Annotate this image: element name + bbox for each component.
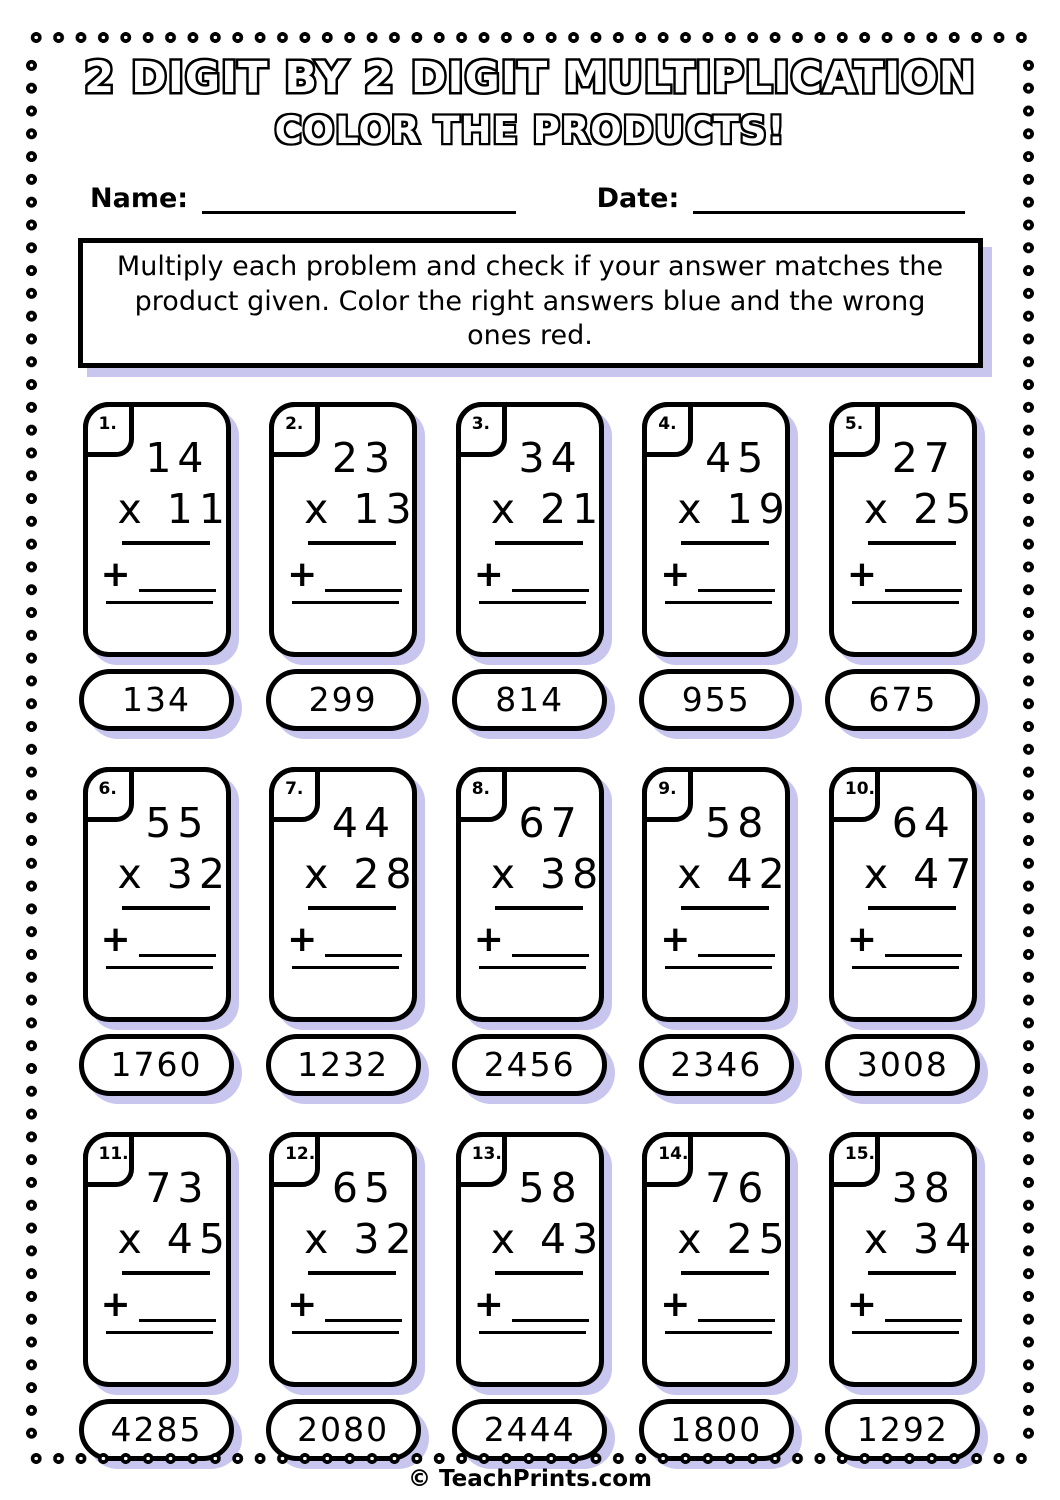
- addition-row: [461, 919, 599, 961]
- problem-card-11: [83, 1132, 231, 1387]
- work-line[interactable]: [698, 931, 775, 957]
- plus-sign: +: [660, 1284, 691, 1326]
- page-border-dots-right: [1022, 54, 1035, 1446]
- problem-card-7: [269, 767, 417, 1022]
- addition-row: [88, 554, 226, 596]
- problem-number: 5.: [844, 413, 864, 434]
- problem-number: 8.: [471, 778, 490, 799]
- multiplicand: 76: [705, 1163, 770, 1212]
- problem-cell: [639, 1132, 794, 1461]
- multiplier: x 13: [304, 485, 418, 534]
- addition-row: [274, 919, 412, 961]
- product-value: 299: [308, 680, 378, 720]
- product-value: 2080: [297, 1410, 390, 1450]
- problems-grid: [79, 402, 981, 1461]
- footer-credit: © TeachPrints.com: [407, 1466, 653, 1492]
- multiplication-rule: [122, 1271, 210, 1275]
- multiplicand: 14: [145, 433, 210, 482]
- work-line[interactable]: [325, 1296, 402, 1322]
- problem-number: 4.: [658, 413, 677, 434]
- answer-line[interactable]: [852, 601, 959, 604]
- problem-number-tab: [456, 1132, 507, 1187]
- addition-row: [834, 554, 972, 596]
- plus-sign: +: [846, 1284, 878, 1326]
- multiplier: x 28: [304, 850, 418, 899]
- problem-cell: [79, 1132, 234, 1461]
- addition-row: [647, 919, 785, 961]
- answer-line[interactable]: [292, 966, 399, 969]
- problem-number-tab: [456, 402, 507, 457]
- problem-card-1: [83, 402, 231, 657]
- work-line[interactable]: [885, 566, 962, 592]
- name-date-row: [90, 182, 965, 214]
- multiplication-rule: [681, 906, 769, 910]
- problem-number: 6.: [98, 778, 117, 799]
- problem-number-tab: [83, 402, 134, 457]
- page-title: 2 DIGIT BY 2 DIGIT MULTIPLICATION: [84, 53, 976, 103]
- problem-number-tab: [83, 767, 134, 822]
- problem-number: 14.: [658, 1143, 689, 1164]
- problem-number-tab: [269, 402, 320, 457]
- product-value: 3008: [856, 1045, 949, 1085]
- plus-sign: +: [660, 919, 691, 961]
- product-pill[interactable]: [266, 1034, 421, 1096]
- plus-sign: +: [100, 1284, 131, 1326]
- multiplier: x 25: [863, 485, 978, 534]
- multiplicand: 65: [331, 1163, 397, 1212]
- problem-number: 10.: [844, 778, 876, 799]
- problem-number-tab: [83, 1132, 134, 1187]
- problem-card-13: [456, 1132, 604, 1387]
- multiplier: x 32: [304, 1215, 418, 1264]
- multiplier: x 43: [490, 1215, 605, 1264]
- plus-sign: +: [473, 1284, 504, 1326]
- problem-cell: [266, 767, 421, 1096]
- problem-card-5: [829, 402, 977, 657]
- page-border-dots-left: [25, 54, 38, 1446]
- product-pill[interactable]: [266, 1399, 421, 1461]
- product-value: 1760: [110, 1045, 203, 1085]
- problem-number: 2.: [285, 413, 304, 434]
- multiplier: x 25: [677, 1215, 791, 1264]
- problem-cell: [79, 402, 234, 731]
- problem-card-8: [456, 767, 604, 1022]
- plus-sign: +: [846, 919, 878, 961]
- addition-row: [88, 919, 226, 961]
- name-label: Name:: [90, 183, 189, 215]
- problem-cell: [639, 767, 794, 1096]
- multiplicand: 73: [145, 1163, 210, 1212]
- problem-number: 12.: [285, 1143, 316, 1164]
- problem-cell: [639, 402, 794, 731]
- problem-number: 3.: [471, 413, 490, 434]
- answer-line[interactable]: [106, 1331, 213, 1334]
- plus-sign: +: [100, 554, 131, 596]
- multiplier: x 11: [117, 485, 231, 534]
- problem-number-tab: [829, 1132, 880, 1187]
- multiplication-rule: [308, 541, 396, 545]
- problem-cell: [452, 767, 607, 1096]
- addition-row: [461, 554, 599, 596]
- multiplication-rule: [495, 906, 583, 910]
- multiplication-rule: [868, 906, 956, 910]
- multiplier: x 32: [117, 850, 231, 899]
- multiplication-rule: [681, 541, 769, 545]
- answer-line[interactable]: [292, 1331, 399, 1334]
- problem-card-6: [83, 767, 231, 1022]
- addition-row: [88, 1284, 226, 1326]
- multiplier: x 42: [677, 850, 791, 899]
- date-label: Date:: [596, 183, 680, 215]
- problem-card-10: [829, 767, 977, 1022]
- problem-number: 9.: [658, 778, 677, 799]
- product-pill[interactable]: [266, 669, 421, 731]
- answer-line[interactable]: [665, 601, 772, 604]
- page-subtitle: COLOR THE PRODUCTS!: [274, 109, 786, 153]
- addition-row: [834, 1284, 972, 1326]
- product-pill[interactable]: [825, 1034, 980, 1096]
- multiplication-rule: [308, 1271, 396, 1275]
- answer-line[interactable]: [852, 1331, 959, 1334]
- multiplication-rule: [681, 1271, 769, 1275]
- plus-sign: +: [100, 919, 131, 961]
- problem-cell: [452, 402, 607, 731]
- product-pill[interactable]: [639, 1399, 794, 1461]
- multiplier: x 34: [863, 1215, 978, 1264]
- problem-card-3: [456, 402, 604, 657]
- answer-line[interactable]: [106, 966, 213, 969]
- work-line[interactable]: [885, 931, 962, 957]
- addition-row: [274, 1284, 412, 1326]
- multiplier: x 19: [677, 485, 791, 534]
- answer-line[interactable]: [479, 1331, 586, 1334]
- product-value: 1800: [670, 1410, 763, 1450]
- work-line[interactable]: [139, 931, 216, 957]
- addition-row: [461, 1284, 599, 1326]
- problem-cell: [825, 402, 980, 731]
- problem-number-tab: [829, 402, 880, 457]
- product-value: 2444: [483, 1410, 576, 1450]
- work-line[interactable]: [325, 931, 402, 957]
- work-line[interactable]: [885, 1296, 962, 1322]
- multiplication-rule: [495, 1271, 583, 1275]
- multiplicand: 64: [891, 798, 956, 847]
- answer-line[interactable]: [665, 1331, 772, 1334]
- addition-row: [274, 554, 412, 596]
- addition-row: [647, 1284, 785, 1326]
- problem-number: 1.: [98, 413, 117, 434]
- problem-number: 15.: [844, 1143, 876, 1164]
- product-value: 1232: [297, 1045, 390, 1085]
- product-value: 814: [495, 680, 565, 720]
- plus-sign: +: [473, 919, 504, 961]
- work-line[interactable]: [325, 566, 402, 592]
- work-line[interactable]: [512, 566, 589, 592]
- product-pill[interactable]: [79, 1034, 234, 1096]
- addition-row: [647, 554, 785, 596]
- multiplier: x 21: [490, 485, 605, 534]
- product-value: 2456: [483, 1045, 576, 1085]
- problem-number: 11.: [98, 1143, 129, 1164]
- multiplication-rule: [122, 906, 210, 910]
- product-pill[interactable]: [825, 669, 980, 731]
- problem-number: 13.: [471, 1143, 502, 1164]
- product-value: 955: [681, 680, 751, 720]
- work-line[interactable]: [698, 1296, 775, 1322]
- answer-line[interactable]: [479, 966, 586, 969]
- work-line[interactable]: [698, 566, 775, 592]
- problem-cell: [266, 402, 421, 731]
- problem-card-4: [642, 402, 790, 657]
- work-line[interactable]: [139, 566, 216, 592]
- work-line[interactable]: [139, 1296, 216, 1322]
- problem-number-tab: [642, 402, 693, 457]
- plus-sign: +: [287, 919, 318, 961]
- multiplication-rule: [308, 906, 396, 910]
- multiplicand: 45: [705, 433, 770, 482]
- multiplication-rule: [122, 541, 210, 545]
- product-value: 4285: [110, 1410, 203, 1450]
- answer-line[interactable]: [665, 966, 772, 969]
- multiplication-rule: [868, 541, 956, 545]
- problem-card-14: [642, 1132, 790, 1387]
- product-value: 675: [868, 680, 938, 720]
- answer-line[interactable]: [852, 966, 959, 969]
- problem-number-tab: [269, 767, 320, 822]
- multiplicand: 58: [518, 1163, 583, 1212]
- multiplication-rule: [495, 541, 583, 545]
- product-value: 1292: [856, 1410, 949, 1450]
- product-pill[interactable]: [452, 1399, 607, 1461]
- worksheet-header: [0, 0, 1060, 152]
- work-line[interactable]: [512, 1296, 589, 1322]
- product-pill[interactable]: [452, 1034, 607, 1096]
- problem-card-9: [642, 767, 790, 1022]
- problem-cell: [825, 1132, 980, 1461]
- problem-number-tab: [642, 1132, 693, 1187]
- addition-row: [834, 919, 972, 961]
- plus-sign: +: [846, 554, 878, 596]
- problem-number-tab: [269, 1132, 320, 1187]
- multiplicand: 38: [891, 1163, 956, 1212]
- problem-cell: [452, 1132, 607, 1461]
- answer-line[interactable]: [292, 601, 399, 604]
- work-line[interactable]: [512, 931, 589, 957]
- instructions-box: Multiply each problem and check if your answer matches the product given. Color the right answers blue and the wrong ones red.: [78, 238, 983, 368]
- problem-number-tab: [456, 767, 507, 822]
- name-field[interactable]: [202, 182, 516, 214]
- problem-cell: [79, 767, 234, 1096]
- multiplicand: 67: [518, 798, 583, 847]
- problem-card-15: [829, 1132, 977, 1387]
- multiplicand: 55: [145, 798, 210, 847]
- multiplier: x 45: [117, 1215, 231, 1264]
- plus-sign: +: [287, 1284, 318, 1326]
- problem-number-tab: [642, 767, 693, 822]
- problem-cell: [266, 1132, 421, 1461]
- multiplier: x 38: [490, 850, 605, 899]
- answer-line[interactable]: [479, 601, 586, 604]
- product-value: 134: [122, 680, 191, 720]
- plus-sign: +: [473, 554, 504, 596]
- multiplicand: 44: [331, 798, 397, 847]
- plus-sign: +: [287, 554, 318, 596]
- product-value: 2346: [670, 1045, 763, 1085]
- multiplicand: 27: [891, 433, 956, 482]
- product-pill[interactable]: [79, 669, 234, 731]
- problem-number-tab: [829, 767, 880, 822]
- multiplicand: 34: [518, 433, 583, 482]
- plus-sign: +: [660, 554, 691, 596]
- product-pill[interactable]: [639, 669, 794, 731]
- multiplicand: 23: [331, 433, 397, 482]
- problem-number: 7.: [285, 778, 304, 799]
- multiplicand: 58: [705, 798, 770, 847]
- multiplication-rule: [868, 1271, 956, 1275]
- multiplier: x 47: [863, 850, 978, 899]
- problem-card-2: [269, 402, 417, 657]
- problem-card-12: [269, 1132, 417, 1387]
- problem-cell: [825, 767, 980, 1096]
- product-pill[interactable]: [452, 669, 607, 731]
- answer-line[interactable]: [106, 601, 213, 604]
- product-pill[interactable]: [825, 1399, 980, 1461]
- product-pill[interactable]: [639, 1034, 794, 1096]
- date-field[interactable]: [693, 182, 965, 214]
- product-pill[interactable]: [79, 1399, 234, 1461]
